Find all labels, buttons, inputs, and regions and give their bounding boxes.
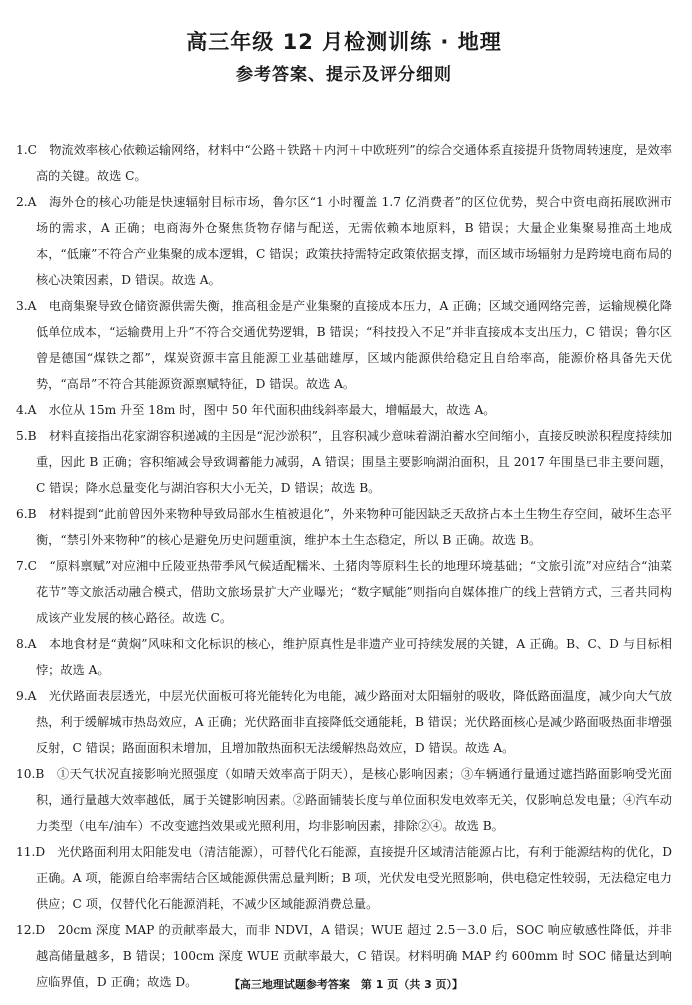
answer-explanation: 材料提到“此前曾因外来物种导致局部水生植被退化”，外来物种可能因缺乏天敌挤占本土生物生存空间，破坏生态平衡，“禁引外来物种”的核心是避免历史问题重演，维护本土生态稳定，所以 B 正确。故选 B。 (36, 507, 673, 547)
answer-item-9 (16, 683, 672, 761)
answer-explanation: 材料直接指出花家湖容积递减的主因是“泥沙淤积”，且容积减少意味着湖泊蓄水空间缩小，直接反映淤积程度持续加重，因此 B 正确；容积缩减会导致调蓄能力减弱，A 错误；围垦主要影响湖泊面积，且 2017 年围垦已非主要问题，C 错误；降水总量变化与湖泊容积大小无关，D 错误；故选 B。 (36, 429, 673, 495)
answer-explanation: 本地食材是“黄焖”风味和文化标识的核心，维护原真性是非遗产业可持续发展的关键，A 正确。B、C、D 与目标相悖；故选 A。 (36, 637, 672, 677)
answer-number: 2.A (16, 195, 37, 209)
answer-item-7 (16, 553, 672, 631)
answer-item-2 (16, 189, 672, 293)
answer-item-6 (16, 501, 672, 553)
page-footer: 【高三地理试题参考答案 第 1 页（共 3 页）】 (228, 978, 464, 991)
answer-number: 5.B (16, 429, 37, 443)
answer-number: 8.A (16, 637, 37, 651)
answer-number: 1.C (16, 143, 37, 157)
answer-number: 11.D (16, 845, 46, 859)
answer-item-11 (16, 839, 672, 917)
answer-number: 7.C (16, 559, 37, 573)
answer-list (16, 137, 672, 995)
answer-explanation: 20cm 深度 MAP 的贡献率最大，而非 NDVI，A 错误；WUE 超过 2.5－3.0 后，SOC 响应敏感性降低，并非越高储量越多，B 错误；100cm 深度 WUE 贡献率最大，C 错误。材料明确 MAP 约 600mm 时 SOC 储量达到响应临界值，D 正确；故选 D。 (36, 923, 672, 989)
answer-explanation: ①天气状况直接影响光照强度（如晴天效率高于阴天），是核心影响因素；③车辆通行量通过遮挡路面影响受光面积，通行量越大效率越低，属于关键影响因素。②路面铺装长度与单位面积发电效率无关，仅影响总发电量；④汽车动力类型（电车/油车）不改变遮挡效果或光照利用，均非影响因素，排除②④。故选 B。 (36, 767, 672, 833)
page-title: 高三年级 12 月检测训练 · 地理 (186, 30, 502, 54)
answer-explanation: 海外仓的核心功能是快速辐射目标市场，鲁尔区“1 小时覆盖 1.7 亿消费者”的区位优势，契合中资电商拓展欧洲市场的需求，A 正确；电商海外仓聚焦货物存储与配送，无需依赖本地原料，B 错误；大量企业集聚易推高土地成本，“低廉”不符合产业集聚的成本逻辑，C 错误；政策扶持需特定政策依据支撑，而区域市场辐射力是跨境电商布局的核心决策因素，D 错误。故选 A。 (36, 195, 672, 287)
answer-item-3 (16, 293, 672, 397)
answer-item-1 (16, 137, 672, 189)
answer-number: 12.D (16, 923, 46, 937)
answer-item-8 (16, 631, 672, 683)
answer-number: 9.A (16, 689, 37, 703)
page-subtitle: 参考答案、提示及评分细则 (236, 65, 452, 85)
answer-number: 6.B (16, 507, 37, 521)
answer-explanation: 电商集聚导致仓储资源供需失衡，推高租金是产业集聚的直接成本压力，A 正确；区域交通网络完善，运输规模化降低单位成本，“运输费用上升”不符合交通优势逻辑，B 错误；“科技投入不足”并非直接成本支出压力，C 错误；鲁尔区曾是德国“煤铁之都”，煤炭资源丰富且能源工业基础雄厚，区域内能源供给稳定且自给率高，能源价格具备先天优势，“高昂”不符合其能源资源禀赋特征，D 错误。故选 A。 (36, 299, 672, 391)
answer-explanation: 光伏路面表层透光，中层光伏面板可将光能转化为电能，减少路面对太阳辐射的吸收，降低路面温度，减少向大气放热，利于缓解城市热岛效应，A 正确；光伏路面非直接降低交通能耗，B 错误；光伏路面核心是减少路面吸热面非增强反射，C 错误；路面面积未增加，且增加散热面积无法缓解热岛效应，D 错误。故选 A。 (36, 689, 673, 755)
answer-number: 4.A (16, 403, 37, 417)
answer-number: 3.A (16, 299, 37, 313)
answer-explanation: 光伏路面利用太阳能发电（清洁能源），可替代化石能源，直接提升区域清洁能源占比，有利于能源结构的优化，D 正确。A 项，能源自给率需结合区域能源供需总量判断；B 项，光伏发电受光照影响，供电稳定性较弱，无法稳定电力供应；C 项，仅替代化石能源消耗，不减少区域能源消费总量。 (36, 845, 672, 911)
answer-explanation: 物流效率核心依赖运输网络，材料中“公路＋铁路＋内河＋中欧班列”的综合交通体系直接提升货物周转速度，是效率高的关键。故选 C。 (36, 143, 673, 183)
answer-explanation: 水位从 15m 升至 18m 时，图中 50 年代面积曲线斜率最大，增幅最大，故选 A。 (48, 403, 496, 417)
answer-item-4 (16, 397, 672, 423)
answer-explanation: “原料禀赋”对应湘中丘陵亚热带季风气候适配糯米、土猪肉等原料生长的地理环境基础；“文旅引流”对应结合“油菜花节”等文旅活动融合模式，借助文旅场景扩大产业曝光；“数字赋能”则指向自媒体推广的线上营销方式，三者共同构成该产业发展的核心路径。故选 C。 (36, 559, 673, 625)
answer-number: 10.B (16, 767, 45, 781)
answer-item-5 (16, 423, 672, 501)
answer-item-10 (16, 761, 672, 839)
